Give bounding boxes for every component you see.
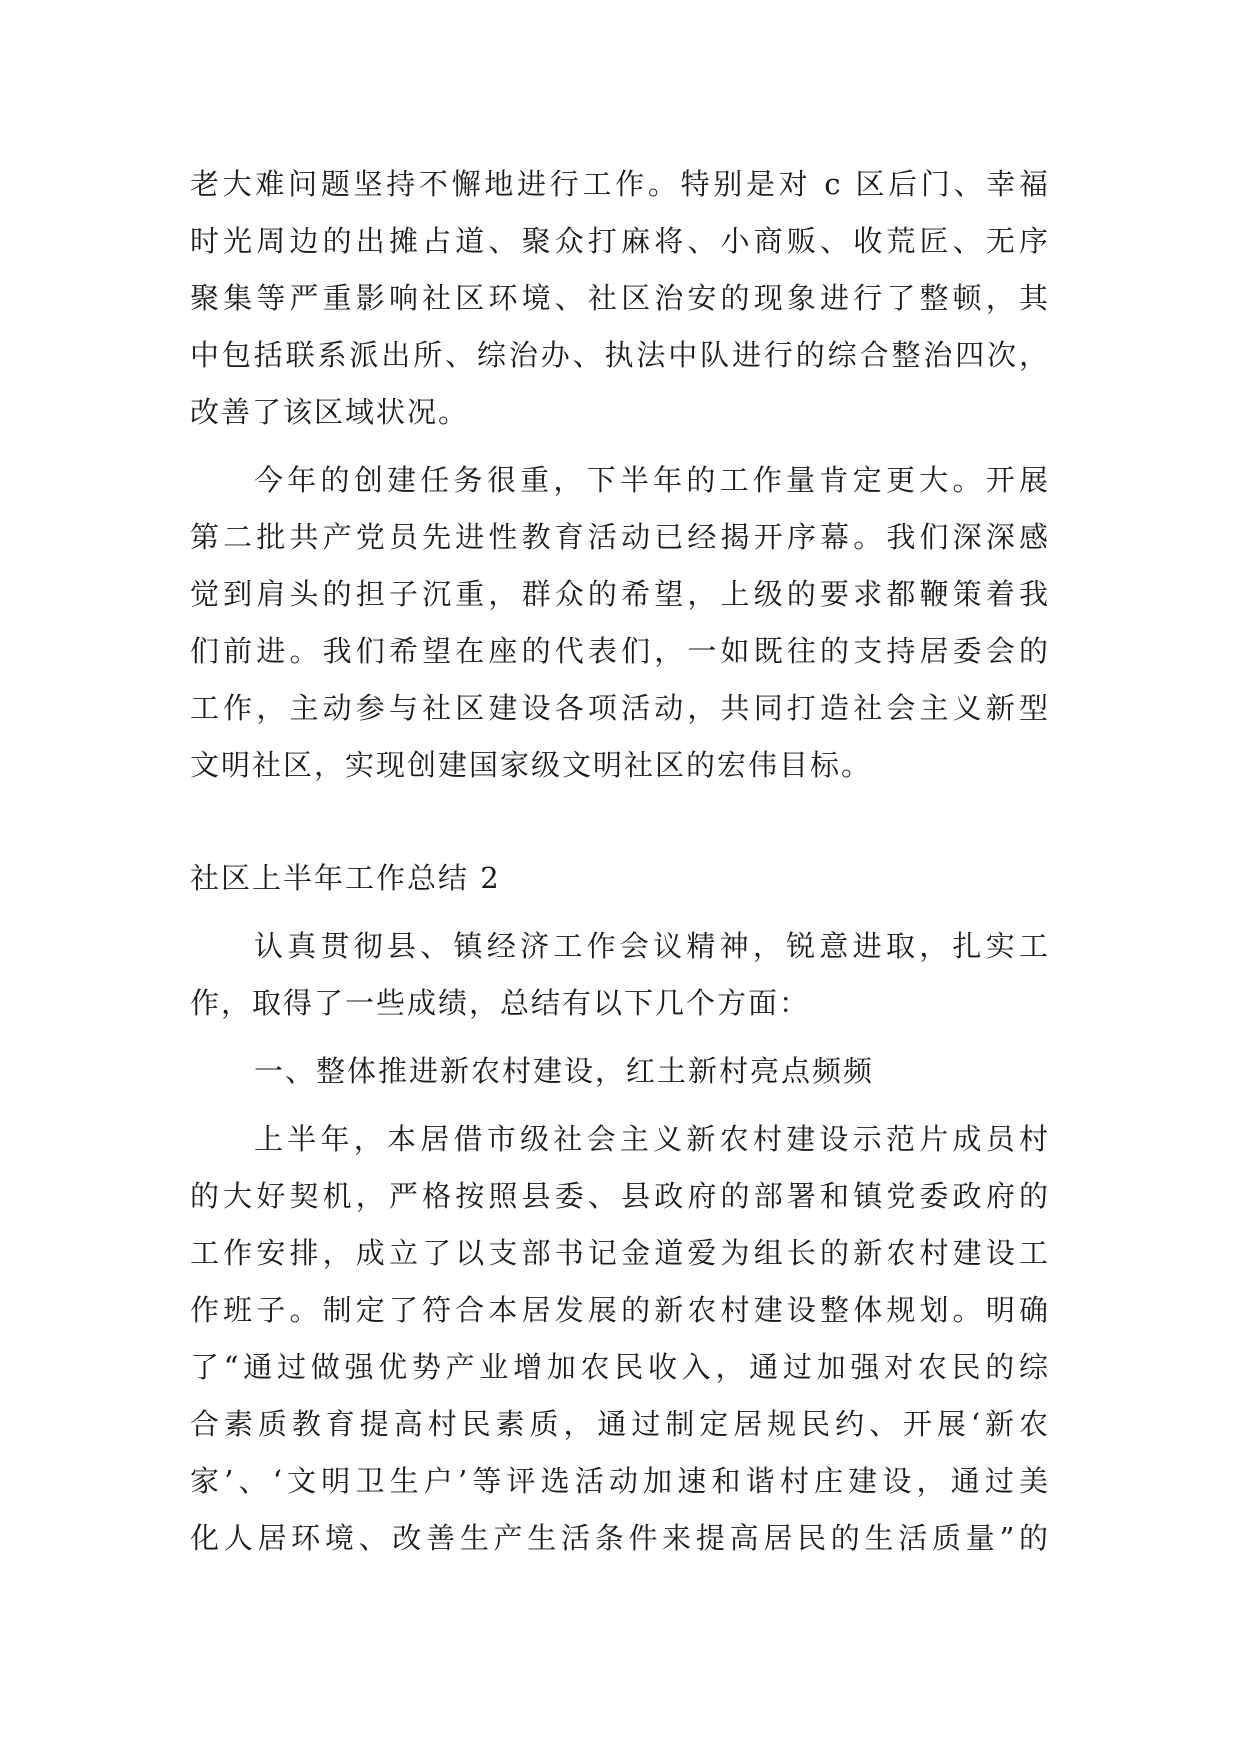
- paragraph-4-line-6: 合素质教育提高村民素质，通过制定居规民约、开展‘新农: [190, 1407, 1050, 1441]
- paragraph-1-line-4: 中包括联系派出所、综治办、执法中队进行的综合整治四次，: [190, 338, 1050, 372]
- paragraph-4-line-2: 的大好契机，严格按照县委、县政府的部署和镇党委政府的: [190, 1179, 1050, 1213]
- paragraph-2-line-5: 工作，主动参与社区建设各项活动，共同打造社会主义新型: [190, 691, 1050, 725]
- paragraph-3-line-2: 作，取得了一些成绩，总结有以下几个方面：: [190, 986, 811, 1020]
- paragraph-2-line-3: 觉到肩头的担子沉重，群众的希望，上级的要求都鞭策着我: [190, 577, 1050, 611]
- paragraph-1-line-1: 老大难问题坚持不懈地进行工作。特别是对 c 区后门、幸福: [190, 167, 1050, 201]
- paragraph-1-line-3: 聚集等严重影响社区环境、社区治安的现象进行了整顿，其: [190, 281, 1050, 315]
- paragraph-4-line-8: 化人居环境、改善生产生活条件来提高居民的生活质量”的: [190, 1521, 1050, 1555]
- paragraph-2-line-6: 文明社区，实现创建国家级文明社区的宏伟目标。: [190, 748, 873, 782]
- paragraph-1-line-5: 改善了该区域状况。: [190, 395, 470, 429]
- paragraph-4-line-4: 作班子。制定了符合本居发展的新农村建设整体规划。明确: [190, 1293, 1050, 1327]
- paragraph-2-line-1: 今年的创建任务很重，下半年的工作量肯定更大。开展: [254, 463, 1050, 497]
- paragraph-4-line-3: 工作安排，成立了以支部书记金道爱为组长的新农村建设工: [190, 1236, 1050, 1270]
- paragraph-2-line-4: 们前进。我们希望在座的代表们，一如既往的支持居委会的: [190, 634, 1050, 668]
- paragraph-2-line-2: 第二批共产党员先进性教育活动已经揭开序幕。我们深深感: [190, 520, 1050, 554]
- paragraph-1-line-2: 时光周边的出摊占道、聚众打麻将、小商贩、收荒匠、无序: [190, 224, 1050, 258]
- paragraph-4-line-1: 上半年，本居借市级社会主义新农村建设示范片成员村: [254, 1122, 1050, 1156]
- paragraph-4-line-5: 了“通过做强优势产业增加农民收入，通过加强对农民的综: [190, 1350, 1050, 1384]
- section-title: 社区上半年工作总结 2: [190, 861, 501, 895]
- paragraph-4-line-7: 家’、‘文明卫生户’等评选活动加速和谐村庄建设，通过美: [190, 1464, 1050, 1498]
- paragraph-3-line-1: 认真贯彻县、镇经济工作会议精神，锐意进取，扎实工: [254, 929, 1050, 963]
- subheading-1: 一、整体推进新农村建设，红土新村亮点频频: [254, 1054, 875, 1088]
